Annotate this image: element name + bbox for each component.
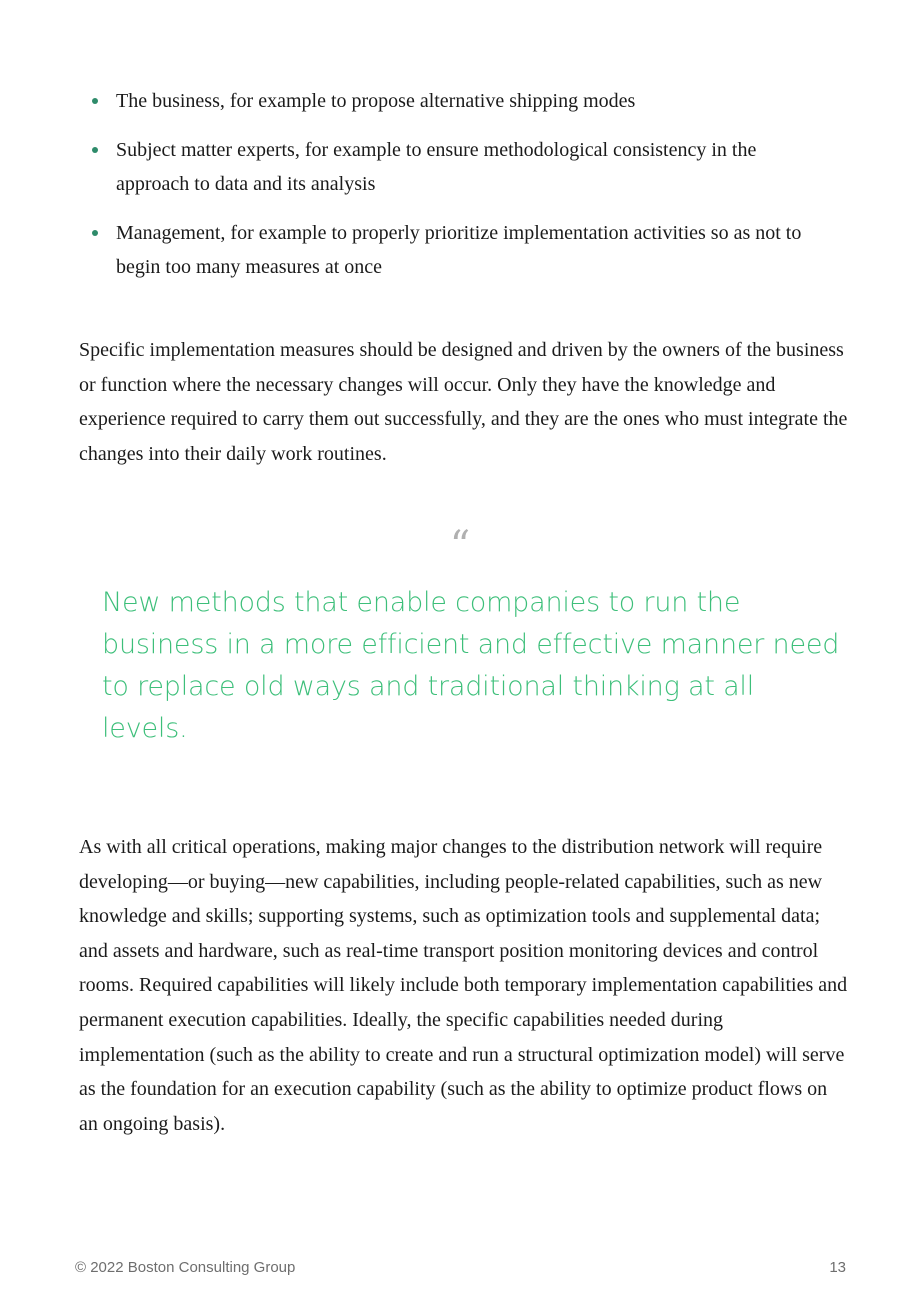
bullet-item <box>0 216 828 285</box>
quote-mark-icon: “ <box>449 523 471 569</box>
bullet-list <box>0 84 920 299</box>
bullet-dot-icon <box>92 147 98 153</box>
bullet-dot-icon <box>92 98 98 104</box>
bullet-dot-icon <box>92 230 98 236</box>
body-paragraph-implementation-owners: Specific implementation measures should be designed and driven by the owners of the business or function where the necessary changes will occur. Only they have the knowledge and experience required to carry them out successfully, and they are the ones who must integrate the changes into their daily work routines. <box>79 339 848 465</box>
bullet-text: Subject matter experts, for example to ensure methodological consistency in the approach to data and its analysis <box>116 138 757 195</box>
bullet-text: Management, for example to properly prioritize implementation activities so as not to begin too many measures at once <box>116 221 802 278</box>
body-paragraph-capabilities: As with all critical operations, making major changes to the distribution network will require developing—or buying—new capabilities, including people-related capabilities, such as new knowledge and skills; supporting systems, such as optimization tools and supplemental data; and assets and hardware, such as real-time transport position monitoring devices and control rooms. Required capabilities will likely include both temporary implementation capabilities and permanent execution capabilities. Ideally, the specific capabilities needed during implementation (such as the ability to create and run a structural optimization model) will serve as the foundation for an execution capability (such as the ability to optimize product flows on an ongoing basis). <box>79 836 848 1135</box>
bullet-item <box>0 84 828 119</box>
footer-copyright: © 2022 Boston Consulting Group <box>75 1259 296 1276</box>
bullet-text: The business, for example to propose alternative shipping modes <box>116 90 636 112</box>
footer-page-number: 13 <box>829 1259 846 1276</box>
pull-quote: New methods that enable companies to run the business in a more efficient and effective manner need to replace old ways and traditional thinking at all levels. <box>102 587 840 744</box>
bullet-item <box>0 133 828 202</box>
